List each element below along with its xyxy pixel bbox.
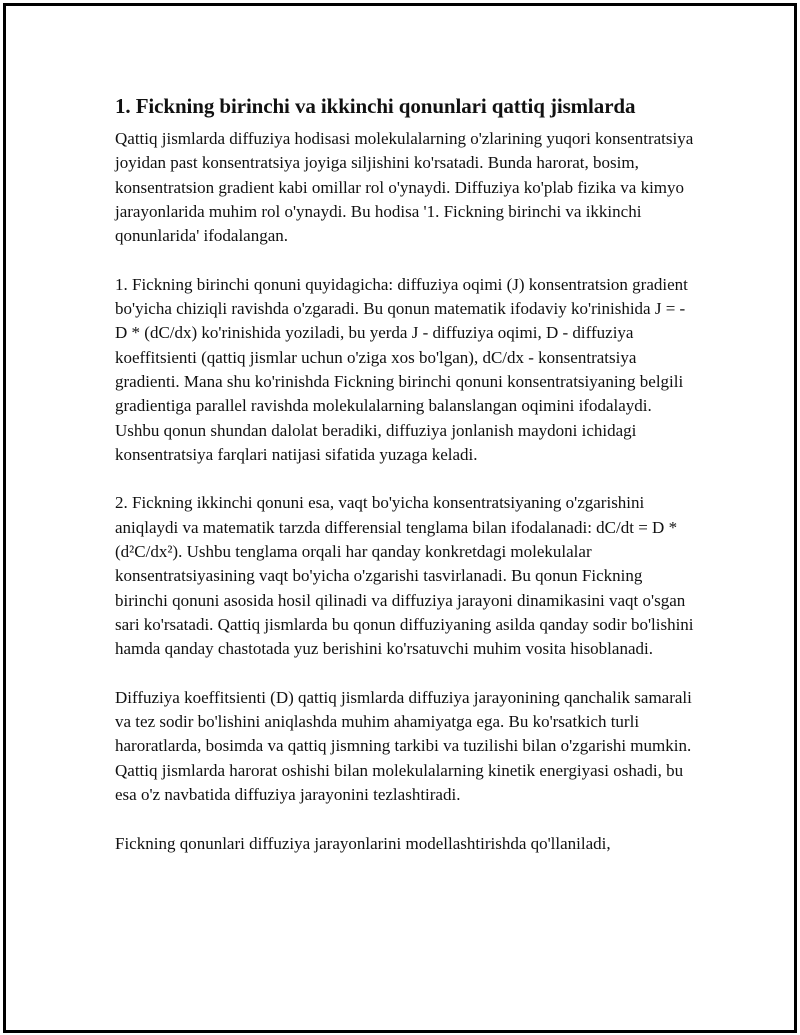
document-body [115,92,695,880]
paragraph-second-law: 2. Fickning ikkinchi qonuni esa, vaqt bo'yicha konsentratsiyaning o'zgarishini aniqlaydi va matematik tarzda differensial tenglama bilan ifodalanadi: dC/dt = D * (d²C/dx²). Ushbu tenglama orqali har qanday konkretdagi molekulalar konsentratsiyasining vaqt bo'yicha o'zgarishi tasvirlanadi. Bu qonun Fickning birinchi qonuni asosida hosil qilinadi va diffuziya jarayoni dinamikasini vaqt o'sgan sari ko'rsatadi. Qattiq jismlarda bu qonun diffuziyaning asilda qanday sodir bo'lishini hamda qanday chastotada yuz berishini ko'rsatuvchi muhim vosita hisoblanadi. [115,493,694,659]
paragraph-intro: Qattiq jismlarda diffuziya hodisasi molekulalarning o'zlarining yuqori konsentratsiya joyidan past konsentratsiya joyiga siljishini ko'rsatadi. Bunda harorat, bosim, konsentratsion gradient kabi omillar rol o'ynaydi. Diffuziya ko'plab fizika va kimyo jarayonlarida muhim rol o'ynaydi. Bu hodisa '1. Fickning birinchi va ikkinchi qonunlarida' ifodalangan. [115,129,694,246]
document-title: 1. Fickning birinchi va ikkinchi qonunlari qattiq jismlarda [115,94,636,118]
paragraph-first-law: 1. Fickning birinchi qonuni quyidagicha: diffuziya oqimi (J) konsentratsion gradient bo'yicha chiziqli ravishda o'zgaradi. Bu qonun matematik ifodaviy ko'rinishida J = -D * (dC/dx) ko'rinishida yoziladi, bu yerda J - diffuziya oqimi, D - diffuziya koeffitsienti (qattiq jismlar uchun o'ziga xos bo'lgan), dC/dx - konsentratsiya gradienti. Mana shu ko'rinishda Fickning birinchi qonuni konsentratsiyaning belgili gradientiga parallel ravishda molekulalarning balanslangan oqimini ifodalaydi. Ushbu qonun shundan dalolat beradiki, diffuziya jonlanish maydoni ichidagi konsentratsiya farqlari natijasi sifatida yuzaga keladi. [115,274,688,464]
paragraph-applications: Fickning qonunlari diffuziya jarayonlarini modellashtirishda qo'llaniladi, [115,833,611,853]
paragraph-diffusion-coefficient: Diffuziya koeffitsienti (D) qattiq jismlarda diffuziya jarayonining qanchalik samarali va tez sodir bo'lishini aniqlashda muhim ahamiyatga ega. Bu ko'rsatkich turli haroratlarda, bosimda va qattiq jismning tarkibi va tuzilishi bilan o'zgarishi mumkin. Qattiq jismlarda harorat oshishi bilan molekulalarning kinetik energiyasi oshadi, bu esa o'z navbatida diffuziya jarayonini tezlashtiradi. [115,687,692,805]
